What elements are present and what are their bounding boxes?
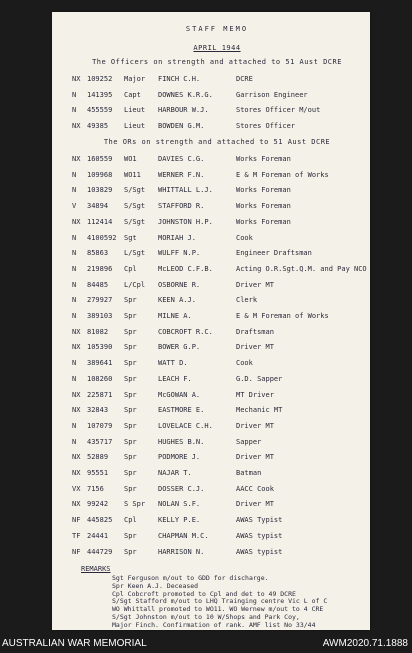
service-number: 7156 <box>87 484 104 493</box>
appointment: E & M Foreman of Works <box>236 312 329 320</box>
rank: Spr <box>124 312 137 320</box>
service-prefix: NX <box>72 390 81 399</box>
service-number: 109252 <box>87 75 113 83</box>
service-prefix: NX <box>72 327 81 336</box>
service-prefix: NX <box>72 121 81 130</box>
member-name: HARRISON N. <box>158 547 205 556</box>
appointment: Driver MT <box>236 453 274 462</box>
rank: Spr <box>124 421 137 430</box>
service-prefix: N <box>72 249 77 258</box>
service-number: 107079 <box>87 421 113 430</box>
appointment: E & M Foreman of Works <box>236 170 329 179</box>
service-prefix: N <box>72 359 77 368</box>
member-name: CHAPMAN M.C. <box>158 531 209 540</box>
service-prefix: N <box>72 186 77 195</box>
footer-bar <box>0 638 412 653</box>
service-prefix: N <box>72 374 77 383</box>
appointment: Draftsman <box>236 327 274 336</box>
service-prefix: NX <box>72 217 81 226</box>
rank: Spr <box>124 484 137 493</box>
remark-line: Spr Keen A.J. Deceased <box>112 581 199 590</box>
appointment: Sapper <box>236 437 262 446</box>
service-prefix: N <box>72 106 77 114</box>
appointment: Works Foreman <box>236 155 291 163</box>
appointment: AACC Cook <box>236 484 274 493</box>
member-name: OSBORNE R. <box>158 280 201 289</box>
appointment: Works Foreman <box>236 202 291 211</box>
service-number: 389641 <box>87 359 113 368</box>
service-prefix: N <box>72 280 77 289</box>
member-name: WULFF N.P. <box>158 249 201 258</box>
member-name: HARBOUR W.J. <box>158 106 209 114</box>
rank: Spr <box>124 343 137 352</box>
remark-line: S/Sgt Stafford m/out to LHQ Trainging centre Vic L of C <box>112 597 328 606</box>
footer-institution: AUSTRALIAN WAR MEMORIAL <box>2 638 147 649</box>
appointment: Driver MT <box>236 343 274 352</box>
service-number: 160559 <box>87 155 113 163</box>
member-name: STAFFORD R. <box>158 202 205 211</box>
service-prefix: N <box>72 90 77 99</box>
rank: Lieut <box>124 121 146 130</box>
member-name: KELLY P.E. <box>158 516 201 525</box>
service-number: 455559 <box>87 106 113 114</box>
appointment: Driver MT <box>236 280 274 289</box>
rank: Spr <box>124 531 137 540</box>
rank: Capt <box>124 90 141 99</box>
rank: Cpl <box>124 516 137 525</box>
member-name: PODMORE J. <box>158 453 201 462</box>
rank: Spr <box>124 437 137 446</box>
member-name: FINCH C.H. <box>158 75 201 83</box>
remarks-heading: REMARKS <box>81 565 111 573</box>
rank: Spr <box>124 327 137 336</box>
member-name: EASTMORE E. <box>158 406 205 415</box>
service-prefix: NX <box>72 75 81 83</box>
service-number: 99242 <box>87 500 109 509</box>
appointment: Mechanic MT <box>236 406 283 415</box>
service-prefix: V <box>72 202 77 211</box>
memo-date: APRIL 1944 <box>193 44 241 52</box>
remark-line: Cpl Cobcroft promoted to Cpl and det to 49 DCRE <box>112 589 296 598</box>
service-number: 49385 <box>87 121 109 130</box>
service-prefix: VX <box>72 484 81 493</box>
service-number: 279927 <box>87 296 113 305</box>
rank: Spr <box>124 390 137 399</box>
memo-title: STAFF MEMO <box>185 25 249 33</box>
remark-line: WO Whittall promoted to WO11. WO Wernew m/out to 4 CRE <box>112 605 324 614</box>
member-name: WHITTALL L.J. <box>158 186 213 195</box>
rank: L/Cpl <box>124 280 146 289</box>
service-prefix: N <box>72 170 77 179</box>
rank: S/Sgt <box>124 186 146 195</box>
service-number: 141395 <box>87 90 113 99</box>
member-name: McLEOD C.F.B. <box>158 264 213 273</box>
footer-accession-number: AWM2020.71.1888 <box>322 638 408 649</box>
appointment: Driver MT <box>236 421 274 430</box>
service-prefix: N <box>72 421 77 430</box>
service-number: 84485 <box>87 280 109 289</box>
member-name: NOLAN S.F. <box>158 500 201 509</box>
service-number: 445825 <box>87 516 113 525</box>
remark-line: S/Sgt Johnston m/out to 10 W/Shops and Park Coy, <box>112 613 300 621</box>
service-number: 85863 <box>87 249 109 258</box>
appointment: Works Foreman <box>236 186 291 195</box>
appointment: Stores Officer <box>236 121 296 130</box>
officers-heading: The Officers on strength and attached to 51 Aust DCRE <box>92 58 342 66</box>
others-heading: The ORs on strength and attached to 51 Aust DCRE <box>103 138 331 146</box>
member-name: COBCROFT R.C. <box>158 327 213 336</box>
appointment: DCRE <box>236 75 253 83</box>
appointment: Garrison Engineer <box>236 90 308 99</box>
service-prefix: N <box>72 233 77 242</box>
service-number: 32843 <box>87 406 109 415</box>
member-name: BOWDEN G.M. <box>158 121 205 130</box>
rank: Cpl <box>124 264 137 273</box>
appointment: Cook <box>236 233 253 242</box>
service-number: 24441 <box>87 531 109 540</box>
service-prefix: N <box>72 296 77 305</box>
appointment: MT Driver <box>236 390 274 399</box>
service-prefix: NX <box>72 343 81 352</box>
service-number: 225871 <box>87 390 113 399</box>
rank: S/Sgt <box>124 217 146 226</box>
member-name: BOWER G.P. <box>158 343 201 352</box>
rank: L/Sgt <box>124 249 146 258</box>
member-name: DAVIES C.G. <box>158 155 205 163</box>
service-prefix: N <box>72 437 77 446</box>
rank: S Spr <box>124 500 146 509</box>
rank: Spr <box>124 453 137 462</box>
service-prefix: NX <box>72 453 81 462</box>
rank: Spr <box>124 296 137 305</box>
service-prefix: TF <box>72 531 81 540</box>
appointment: Cook <box>236 359 253 368</box>
rank: Spr <box>124 469 137 477</box>
rank: Spr <box>124 406 137 415</box>
member-name: HUGHES B.N. <box>158 437 205 446</box>
service-number: 108260 <box>87 374 113 383</box>
service-number: 444729 <box>87 547 113 556</box>
rank: Spr <box>124 359 137 368</box>
member-name: WATT D. <box>158 359 188 368</box>
service-number: 112414 <box>87 217 113 226</box>
service-number: 389103 <box>87 312 113 320</box>
service-number: 435717 <box>87 437 113 446</box>
service-number: 109968 <box>87 170 113 179</box>
member-name: MORIAH J. <box>158 233 196 242</box>
service-prefix: NX <box>72 406 81 415</box>
appointment: AWAS typist <box>236 547 283 556</box>
service-prefix: NX <box>72 469 81 477</box>
rank: Sgt <box>124 233 137 242</box>
appointment: Works Foreman <box>236 217 291 226</box>
member-name: NAJAR T. <box>158 469 192 477</box>
appointment: Engineer Draftsman <box>236 249 312 258</box>
appointment: Stores Officer M/out <box>236 106 321 114</box>
service-prefix: NX <box>72 500 81 509</box>
remark-line: Major Finch. Confirmation of rank. AMF list No 33/44 <box>112 620 316 629</box>
remark-line: Sgt Ferguson m/out to GDD for discharge. <box>112 574 269 582</box>
rank: Spr <box>124 374 137 383</box>
member-name: WERNER F.N. <box>158 170 205 179</box>
appointment: Driver MT <box>236 500 274 509</box>
rank: S/Sgt <box>124 202 146 211</box>
service-prefix: N <box>72 312 77 320</box>
member-name: LOVELACE C.H. <box>158 421 213 430</box>
member-name: LEACH F. <box>158 374 192 383</box>
appointment: G.D. Sapper <box>236 374 283 383</box>
service-prefix: NF <box>72 516 81 525</box>
service-number: 52889 <box>87 453 109 462</box>
member-name: MILNE A. <box>158 312 192 320</box>
service-prefix: NX <box>72 155 81 163</box>
member-name: JOHNSTON H.P. <box>158 217 213 226</box>
member-name: KEEN A.J. <box>158 296 196 305</box>
appointment: AWAS typist <box>236 531 283 540</box>
service-number: 103829 <box>87 186 113 195</box>
rank: Spr <box>124 547 137 556</box>
appointment: Clerk <box>236 296 258 305</box>
service-number: 4100592 <box>87 233 117 242</box>
service-number: 81082 <box>87 327 109 336</box>
appointment: Batman <box>236 469 262 477</box>
service-number: 34894 <box>87 202 109 211</box>
member-name: McGOWAN A. <box>158 390 201 399</box>
member-name: DOSSER C.J. <box>158 484 205 493</box>
service-number: 95551 <box>87 469 109 477</box>
service-prefix: NF <box>72 547 81 556</box>
member-name: DOWNES K.R.G. <box>158 90 213 99</box>
service-number: 105390 <box>87 343 113 352</box>
rank: Major <box>124 75 146 83</box>
appointment: Acting O.R.Sgt.Q.M. and Pay NCO <box>236 264 367 273</box>
appointment: AWAS Typist <box>236 516 283 525</box>
rank: WO1 <box>124 155 137 163</box>
rank: WO11 <box>124 170 141 179</box>
service-number: 219896 <box>87 264 113 273</box>
rank: Lieut <box>124 106 146 114</box>
service-prefix: N <box>72 264 77 273</box>
